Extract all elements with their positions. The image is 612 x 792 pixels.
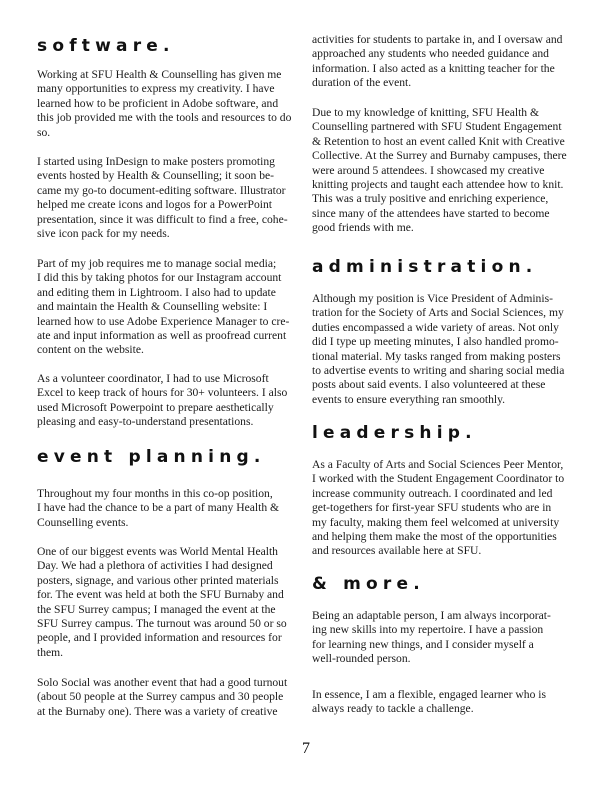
section-heading-more: & more. — [312, 574, 425, 594]
text-line: ing new skills into my repertoire. I have a passion — [312, 623, 544, 637]
text-line: always ready to tackle a challenge. — [312, 702, 474, 716]
text-line: content on the website. — [37, 343, 144, 357]
text-line: the SFU Surrey campus; I managed the event at the — [37, 602, 276, 616]
text-line: learned how to use Adobe Experience Manager to cre- — [37, 314, 290, 328]
text-line: As a volunteer coordinator, I had to use Microsoft — [37, 372, 269, 385]
text-line: and maintain the Health & Counselling website: I — [37, 300, 268, 314]
event-planning-continued-paragraph-2 — [312, 106, 567, 236]
text-line: good friends with me. — [312, 221, 414, 235]
text-line: tration for the Society of Arts and Social Sciences, my — [312, 306, 564, 320]
event-planning-continued-paragraph-1 — [312, 33, 562, 91]
text-line: Working at SFU Health & Counselling has given me — [37, 68, 282, 81]
text-line: tional material. My tasks ranged from making posters — [312, 349, 561, 363]
text-line: helped me create icons and logos for a PowerPoint — [37, 198, 273, 212]
text-line: I worked with the Student Engagement Coordinator to — [312, 472, 565, 486]
text-line: used Microsoft Powerpoint to prepare aesthetically — [37, 400, 274, 414]
text-line: posts about said events. I also volunteered at these — [312, 378, 546, 392]
text-line: to advertise events to writing and sharing social media — [312, 364, 565, 378]
event-planning-paragraph-1 — [37, 487, 279, 530]
text-line: information. I also acted as a knitting teacher for the — [312, 61, 555, 75]
text-line: this job provided me with the tools and resources to do — [37, 111, 292, 125]
text-line: at the Burnaby one). There was a variety of creative — [37, 704, 278, 718]
text-line: (about 50 people at the Surrey campus and 30 people — [37, 690, 284, 704]
text-line: so. — [37, 125, 51, 139]
software-paragraph-4 — [37, 372, 287, 430]
more-paragraph-1 — [312, 609, 551, 667]
event-planning-paragraph-3 — [37, 676, 287, 719]
text-line: learned how to be proficient in Adobe software, and — [37, 96, 279, 110]
text-line: Counselling events. — [37, 515, 129, 529]
text-line: Throughout my four months in this co-op position, — [37, 487, 273, 500]
text-line: activities for students to partake in, and I oversaw and — [312, 33, 563, 46]
text-line: Excel to keep track of hours for 30+ volunteers. I also — [37, 386, 288, 400]
text-line: and resources available here at SFU. — [312, 544, 482, 558]
text-line: knitting projects and taught each attendee how to knit. — [312, 178, 564, 192]
text-line: duration of the event. — [312, 76, 412, 90]
event-planning-paragraph-2 — [37, 545, 287, 660]
text-line: SFU Surrey campus. The turnout was around 50 or so — [37, 617, 287, 631]
text-line: Counselling partnered with SFU Student Engagement — [312, 120, 562, 134]
text-line: approached any students who needed guidance and — [312, 47, 549, 61]
text-line: As a Faculty of Arts and Social Sciences Peer Mentor, — [312, 458, 564, 471]
software-paragraph-2 — [37, 155, 288, 241]
text-line: Although my position is Vice President of Adminis- — [312, 292, 553, 305]
text-line: One of our biggest events was World Mental Health — [37, 545, 278, 558]
text-line: were around 5 attendees. I showcased my creative — [312, 163, 545, 177]
text-line: came my go-to document-editing software. Illustrator — [37, 183, 286, 197]
text-line: for. The event was held at both the SFU Burnaby and — [37, 588, 284, 602]
text-line: ate and input information as well as proofread current — [37, 329, 287, 343]
text-line: sive icon pack for my needs. — [37, 227, 170, 241]
software-paragraph-3 — [37, 257, 289, 358]
text-line: get-togethers for first-year SFU students who are in — [312, 501, 552, 515]
text-line: Day. We had a plethora of activities I had designed — [37, 559, 273, 573]
text-line: did I type up meeting minutes, I also handled promo- — [312, 335, 559, 349]
text-line: Being an adaptable person, I am always incorporat- — [312, 609, 551, 622]
page-number: 7 — [302, 740, 310, 757]
leadership-paragraph-1 — [312, 458, 564, 559]
text-line: many opportunities to express my creativity. I have — [37, 82, 275, 96]
text-line: and editing them in Lightroom. I also had to update — [37, 285, 276, 299]
more-paragraph-2 — [312, 688, 546, 717]
text-line: presentation, since it was difficult to find a free, cohe- — [37, 212, 288, 226]
text-line: I have had the chance to be a part of many Health & — [37, 501, 280, 515]
text-line: increase community outreach. I coordinated and led — [312, 486, 553, 500]
text-line: Part of my job requires me to manage social media; — [37, 257, 277, 270]
text-line: I did this by taking photos for our Instagram account — [37, 271, 282, 285]
section-heading-leadership: leadership. — [312, 423, 477, 443]
text-line: for learning new things, and I consider myself a — [312, 637, 534, 651]
text-line: events hosted by Health & Counselling; it soon be- — [37, 169, 274, 183]
text-line: well-rounded person. — [312, 652, 411, 666]
text-line: people, and I provided information and resources for — [37, 631, 282, 645]
section-heading-software: software. — [37, 36, 175, 56]
text-line: since many of the attendees have started to become — [312, 206, 550, 220]
text-line: & Retention to host an event called Knit with Creative — [312, 134, 565, 148]
section-heading-event-planning: event planning. — [37, 447, 266, 467]
administration-paragraph-1 — [312, 292, 564, 407]
text-line: events to ensure everything ran smoothly. — [312, 392, 506, 406]
text-line: and helping them make the most of the opportunities — [312, 530, 557, 544]
text-line: duties encompassed a wide variety of areas. Not only — [312, 320, 559, 334]
text-line: them. — [37, 645, 64, 659]
text-line: In essence, I am a flexible, engaged learner who is — [312, 688, 547, 701]
text-line: This was a truly positive and enriching experience, — [312, 192, 549, 206]
text-line: Collective. At the Surrey and Burnaby campuses, there — [312, 149, 567, 163]
text-line: I started using InDesign to make posters promoting — [37, 155, 275, 168]
text-line: my faculty, making them feel welcomed at university — [312, 515, 560, 529]
text-line: Due to my knowledge of knitting, SFU Health & — [312, 106, 540, 119]
section-heading-administration: administration. — [312, 257, 538, 277]
text-line: posters, signage, and various other printed materials — [37, 573, 279, 587]
software-paragraph-1 — [37, 68, 291, 140]
text-line: pleasing and easy-to-understand presentations. — [37, 415, 254, 429]
text-line: Solo Social was another event that had a good turnout — [37, 676, 288, 689]
